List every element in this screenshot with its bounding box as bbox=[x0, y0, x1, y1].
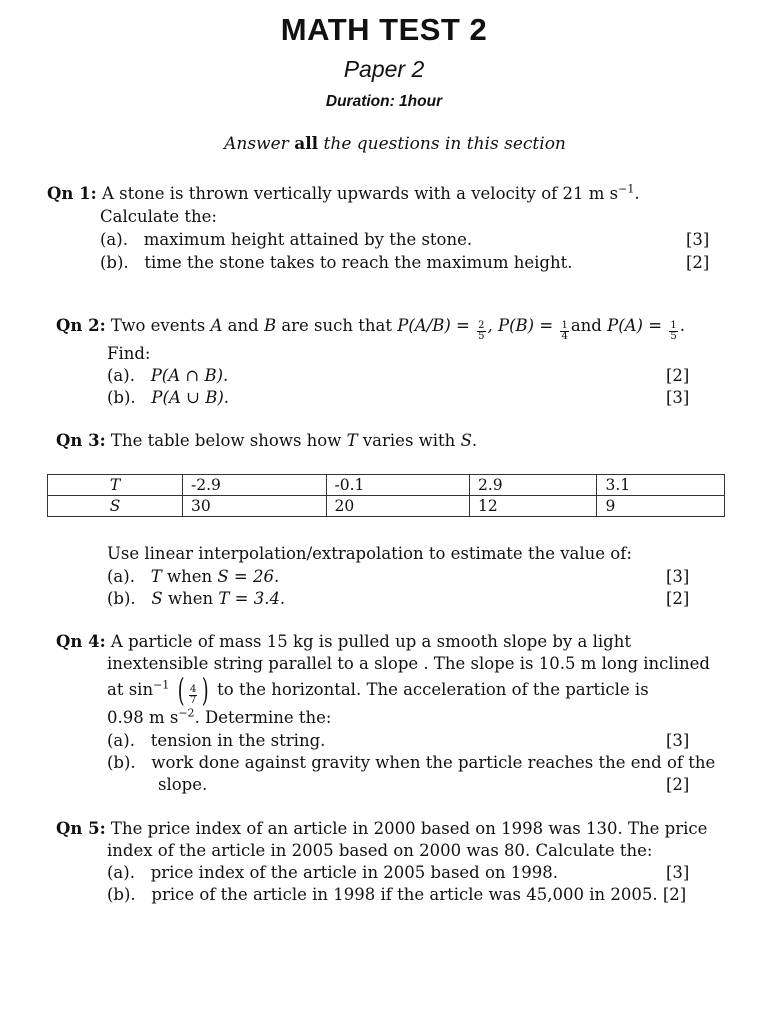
q4-frac-num: 4 bbox=[190, 684, 197, 695]
q3-b-text: when bbox=[162, 589, 219, 608]
q3-a-prefix: (a). bbox=[107, 567, 151, 586]
q2-f3-den: 5 bbox=[670, 331, 677, 342]
q1-label: Qn 1: bbox=[47, 184, 97, 203]
q2-f1-num: 2 bbox=[478, 320, 485, 331]
q5-mark-b: [2] bbox=[662, 885, 687, 904]
q2-line-2: Find: bbox=[107, 344, 151, 363]
q4-sin-exp: −1 bbox=[153, 678, 170, 692]
q2-b-prefix: (b). bbox=[107, 388, 152, 407]
table-cell: -2.9 bbox=[183, 475, 327, 496]
q3-label: Qn 3: bbox=[56, 431, 106, 450]
q2-t1: Two events bbox=[105, 316, 211, 335]
q2-event-a: A bbox=[210, 316, 223, 335]
q2-f2-den: 4 bbox=[561, 331, 568, 342]
page-title: MATH TEST 2 bbox=[280, 12, 488, 47]
q2-pa: P(A) = bbox=[607, 316, 663, 335]
q2-part-b bbox=[107, 387, 229, 409]
q3-mark-a: [3] bbox=[666, 567, 690, 586]
q4-part-b: (b). work done against gravity when the particle reaches the end of the bbox=[107, 753, 716, 772]
q4-part-a: (a). tension in the string. bbox=[107, 731, 326, 750]
q4-line-1 bbox=[56, 631, 631, 653]
q3-end: . bbox=[471, 431, 478, 450]
q2-fraction-3 bbox=[669, 321, 677, 342]
q2-line-1 bbox=[56, 315, 685, 342]
table-cell: T bbox=[48, 475, 183, 496]
left-paren-icon: ( bbox=[177, 671, 185, 709]
q2-and2: and bbox=[570, 316, 608, 335]
q1-line-2: Calculate the: bbox=[100, 207, 217, 226]
q1-line-1 bbox=[47, 183, 640, 205]
q1-mark-b: [2] bbox=[686, 253, 710, 272]
values-table bbox=[47, 474, 725, 517]
q4-fraction bbox=[189, 685, 197, 706]
duration-text: Duration: 1hour bbox=[325, 93, 443, 110]
q4-l4-post: . Determine the: bbox=[194, 708, 332, 727]
q4-line-2: inextensible string parallel to a slope . The slope is 10.5 m long inclined bbox=[107, 654, 710, 673]
q2-b-expr: P(A ∪ B). bbox=[151, 388, 229, 407]
page-subtitle: Paper 2 bbox=[343, 56, 425, 82]
q3-line-2: Use linear interpolation/extrapolation to estimate the value of: bbox=[107, 544, 632, 563]
q5-mark-a: [3] bbox=[666, 863, 690, 882]
table-row bbox=[48, 475, 725, 496]
q2-event-b: B bbox=[263, 316, 277, 335]
q4-l1: A particle of mass 15 kg is pulled up a smooth slope by a light bbox=[105, 632, 631, 651]
q5-line-1 bbox=[56, 818, 707, 840]
q5-b-text: (b). price of the article in 1998 if the article was 45,000 in 2005. bbox=[107, 885, 658, 904]
q4-l3-post: to the horizontal. The acceleration of the particle is bbox=[211, 680, 649, 699]
q2-mark-a: [2] bbox=[666, 366, 690, 385]
table-row bbox=[48, 496, 725, 517]
q1-part-a: (a). maximum height attained by the stone. bbox=[100, 230, 473, 249]
instruction-bold: all bbox=[294, 134, 319, 154]
instruction-post: the questions in this section bbox=[318, 134, 566, 154]
q1-end: . bbox=[634, 184, 640, 203]
table-cell: 30 bbox=[183, 496, 327, 517]
q3-a-expr: S = 26. bbox=[217, 567, 280, 586]
q3-b-prefix: (b). bbox=[107, 589, 152, 608]
q1-part-b: (b). time the stone takes to reach the maximum height. bbox=[100, 253, 573, 272]
table-cell: 12 bbox=[470, 496, 597, 517]
q2-a-prefix: (a). bbox=[107, 366, 151, 385]
q5-label: Qn 5: bbox=[56, 819, 106, 838]
q3-var-s: S bbox=[460, 431, 472, 450]
table-cell: 9 bbox=[597, 496, 725, 517]
q1-text: A stone is thrown vertically upwards with a velocity of 21 m s bbox=[101, 184, 619, 203]
table-cell: 20 bbox=[326, 496, 470, 517]
right-paren-icon: ) bbox=[202, 671, 210, 709]
q3-t1: The table below shows how bbox=[105, 431, 347, 450]
q4-line-4 bbox=[107, 707, 331, 729]
q3-var-t: T bbox=[346, 431, 358, 450]
table-cell: 2.9 bbox=[470, 475, 597, 496]
q2-pab: P(A/B) = bbox=[397, 316, 470, 335]
q4-mark-a: [3] bbox=[666, 731, 690, 750]
q3-a-text: when bbox=[161, 567, 218, 586]
q3-part-a bbox=[107, 566, 279, 588]
q4-part-b-cont: slope. bbox=[158, 775, 208, 794]
table-cell: -0.1 bbox=[326, 475, 470, 496]
q3-line-1 bbox=[56, 430, 477, 452]
q3-b-expr: T = 3.4. bbox=[218, 589, 286, 608]
q2-and: and bbox=[222, 316, 264, 335]
q2-fraction-1 bbox=[477, 321, 485, 342]
q1-mark-a: [3] bbox=[686, 230, 710, 249]
instruction-pre: Answer bbox=[224, 134, 295, 154]
q5-part-a: (a). price index of the article in 2005 based on 1998. bbox=[107, 863, 559, 882]
q4-line-3 bbox=[107, 671, 649, 709]
q2-f1-den: 5 bbox=[478, 331, 485, 342]
q4-sin: at sin bbox=[107, 680, 154, 699]
q2-fraction-2 bbox=[560, 321, 568, 342]
q4-frac-den: 7 bbox=[190, 695, 197, 706]
q2-t2: are such that bbox=[276, 316, 398, 335]
q4-accel: 0.98 m s bbox=[107, 708, 179, 727]
q3-part-b bbox=[107, 588, 285, 610]
q5-part-b bbox=[107, 884, 686, 906]
table-cell: S bbox=[48, 496, 183, 517]
q2-f3-num: 1 bbox=[670, 320, 677, 331]
q4-label: Qn 4: bbox=[56, 632, 106, 651]
table-cell: 3.1 bbox=[597, 475, 725, 496]
q3-mark-b: [2] bbox=[666, 589, 690, 608]
q5-l1: The price index of an article in 2000 based on 1998 was 130. The price bbox=[105, 819, 708, 838]
q2-end: . bbox=[679, 316, 685, 335]
q2-f2-num: 1 bbox=[561, 320, 568, 331]
q2-pb: , P(B) = bbox=[487, 316, 554, 335]
q3-b-var: S bbox=[151, 589, 163, 608]
q2-part-a bbox=[107, 365, 228, 387]
q1-exponent: −1 bbox=[618, 182, 635, 196]
q4-accel-exp: −2 bbox=[178, 706, 195, 720]
q3-a-var: T bbox=[150, 567, 162, 586]
q4-mark-b: [2] bbox=[666, 775, 690, 794]
q2-a-expr: P(A ∩ B). bbox=[150, 366, 229, 385]
section-instruction bbox=[0, 134, 768, 154]
q2-label: Qn 2: bbox=[56, 316, 106, 335]
q3-t2: varies with bbox=[357, 431, 461, 450]
q5-line-2: index of the article in 2005 based on 2000 was 80. Calculate the: bbox=[107, 841, 653, 860]
q2-mark-b: [3] bbox=[666, 388, 690, 407]
